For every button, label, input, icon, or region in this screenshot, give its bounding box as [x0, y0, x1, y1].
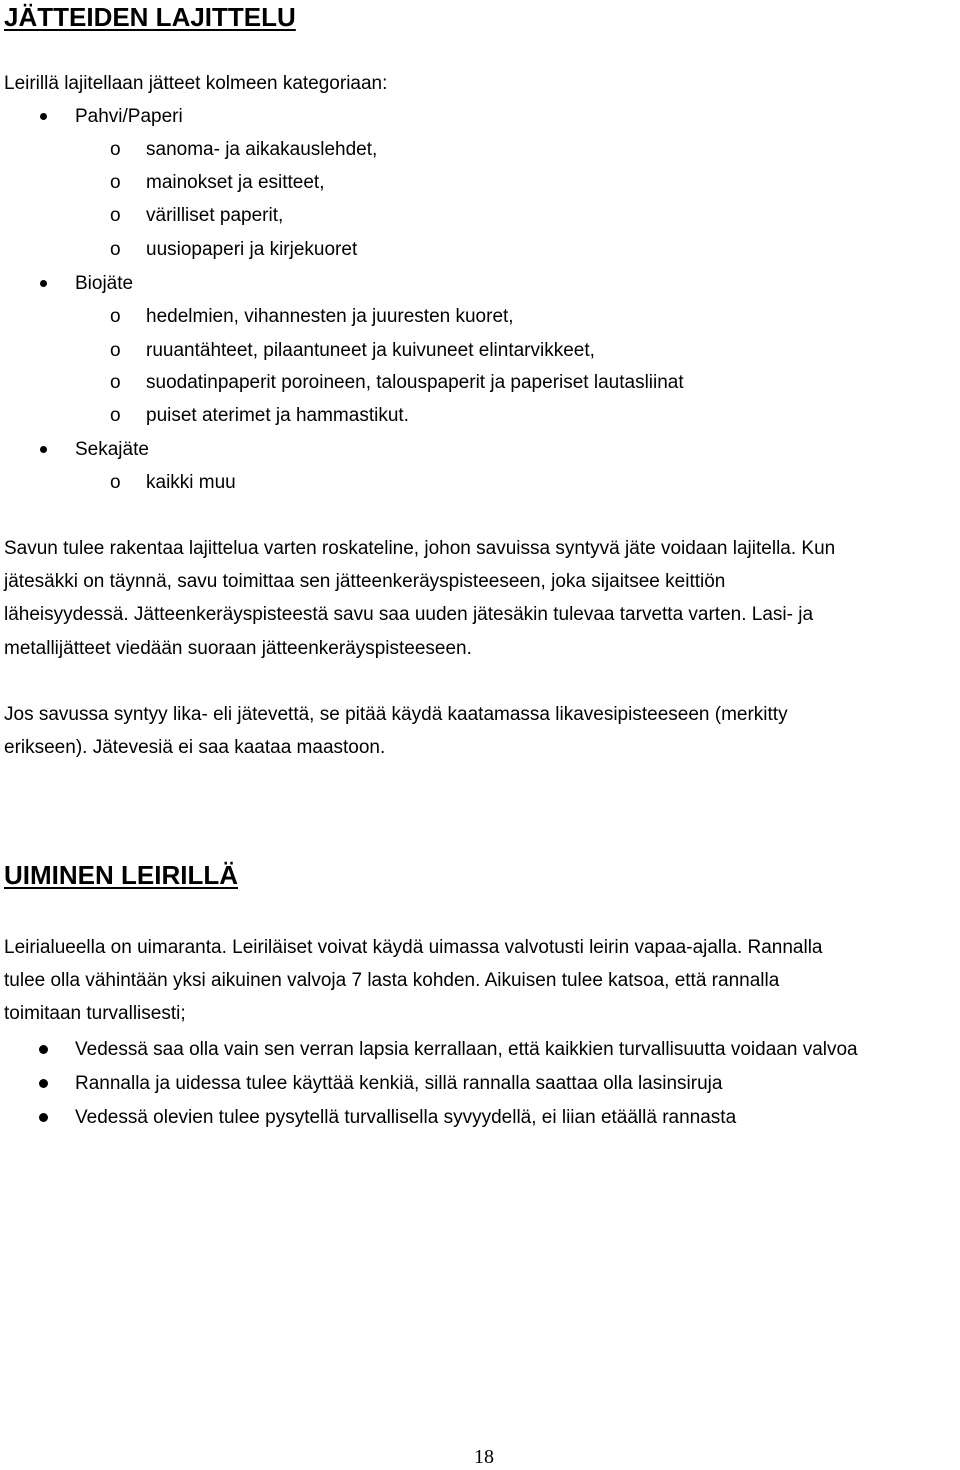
- circle-bullet-icon: o: [110, 372, 121, 393]
- paragraph-line: Savun tulee rakentaa lajittelua varten roskateline, johon savuissa syntyvä jäte voidaan lajitella. Kun: [4, 538, 836, 559]
- circle-bullet-icon: o: [110, 340, 121, 361]
- circle-bullet-icon: o: [110, 405, 121, 426]
- circle-bullet-icon: o: [110, 239, 121, 260]
- bullet-icon: [39, 1113, 48, 1122]
- circle-bullet-icon: o: [110, 472, 121, 493]
- intro-text: Leirillä lajitellaan jätteet kolmeen kategoriaan:: [4, 73, 388, 94]
- page-number: 18: [474, 1446, 494, 1468]
- paragraph-line: erikseen). Jätevesiä ei saa kaataa maastoon.: [4, 737, 386, 758]
- list-item-text: puiset aterimet ja hammastikut.: [146, 405, 409, 426]
- paragraph-line: toimitaan turvallisesti;: [4, 1003, 186, 1024]
- list-item-text: Rannalla ja uidessa tulee käyttää kenkiä, sillä rannalla saattaa olla lasinsiruja: [75, 1073, 723, 1094]
- list-item-text: hedelmien, vihannesten ja juuresten kuoret,: [146, 306, 514, 327]
- circle-bullet-icon: o: [110, 306, 121, 327]
- list-item-text: uusiopaperi ja kirjekuoret: [146, 239, 358, 260]
- paragraph-line: Leirialueella on uimaranta. Leiriläiset voivat käydä uimassa valvotusti leirin vapaa-ajalla. Rannalla: [4, 937, 823, 958]
- list-item-text: Vedessä saa olla vain sen verran lapsia kerrallaan, että kaikkien turvallisuutta voidaan valvoa: [75, 1039, 858, 1060]
- circle-bullet-icon: o: [110, 172, 121, 193]
- section-title-swimming: UIMINEN LEIRILLÄ: [4, 860, 238, 890]
- bullet-icon: [39, 1045, 48, 1054]
- list-item-text: ruuantähteet, pilaantuneet ja kuivuneet elintarvikkeet,: [146, 340, 595, 361]
- paragraph-line: läheisyydessä. Jätteenkeräyspisteestä savu saa uuden jätesäkin tulevaa tarvetta varten. Lasi- ja: [4, 604, 814, 625]
- list-item-text: kaikki muu: [146, 472, 236, 493]
- category-label: Biojäte: [75, 273, 134, 294]
- paragraph-line: metallijätteet viedään suoraan jätteenkeräyspisteeseen.: [4, 638, 472, 659]
- paragraph-line: Jos savussa syntyy lika- eli jätevettä, se pitää käydä kaatamassa likavesipisteeseen (merkitty: [4, 704, 788, 725]
- paragraph-line: tulee olla vähintään yksi aikuinen valvoja 7 lasta kohden. Aikuisen tulee katsoa, että rannalla: [4, 970, 780, 991]
- paragraph-line: jätesäkki on täynnä, savu toimittaa sen jätteenkeräyspisteeseen, joka sijaitsee keittiön: [4, 571, 726, 592]
- circle-bullet-icon: o: [110, 139, 121, 160]
- bullet-icon: [40, 446, 47, 453]
- list-item-text: suodatinpaperit poroineen, talouspaperit ja paperiset lautasliinat: [146, 372, 684, 393]
- bullet-icon: [40, 113, 47, 120]
- bullet-icon: [39, 1079, 48, 1088]
- list-item-text: sanoma- ja aikakauslehdet,: [146, 139, 378, 160]
- circle-bullet-icon: o: [110, 205, 121, 226]
- section-title-waste-sorting: JÄTTEIDEN LAJITTELU: [4, 2, 296, 32]
- list-item-text: värilliset paperit,: [146, 205, 284, 226]
- category-label: Pahvi/Paperi: [75, 106, 183, 127]
- list-item-text: Vedessä olevien tulee pysytellä turvallisella syvyydellä, ei liian etäällä rannasta: [75, 1107, 737, 1128]
- bullet-icon: [40, 280, 47, 287]
- category-label: Sekajäte: [75, 439, 149, 460]
- list-item-text: mainokset ja esitteet,: [146, 172, 325, 193]
